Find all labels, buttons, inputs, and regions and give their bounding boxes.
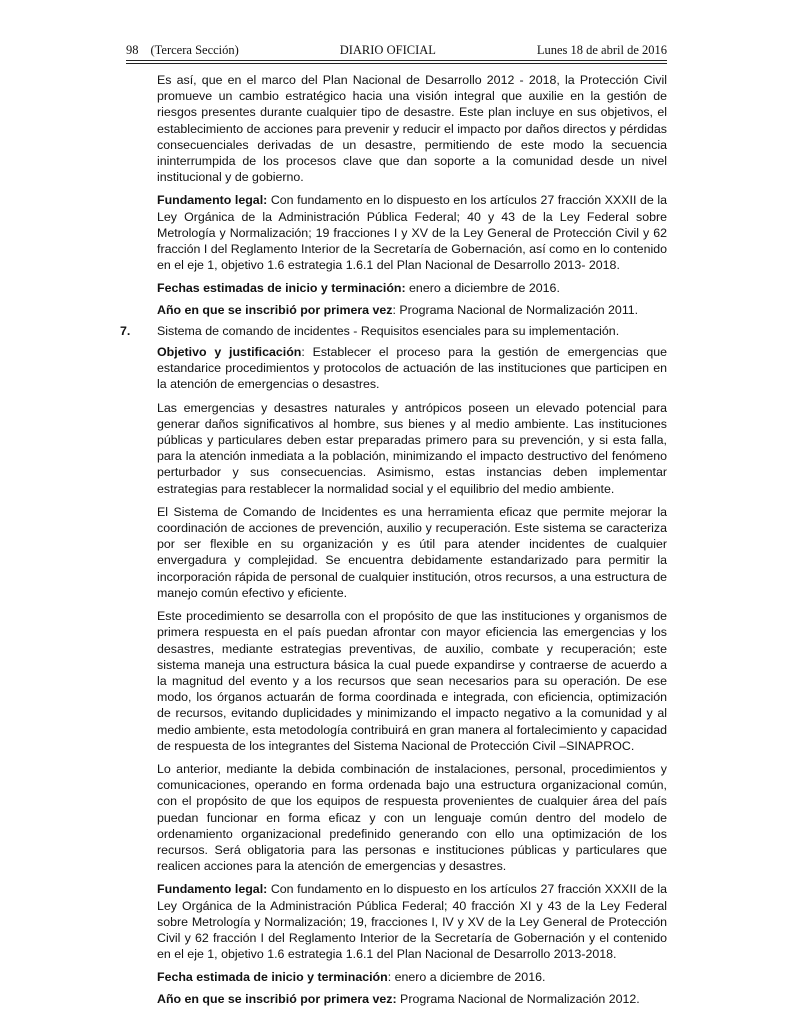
item-title: Sistema de comando de incidentes - Requisitos esenciales para su implementación.	[157, 323, 620, 338]
publication-date: Lunes 18 de abril de 2016	[536, 43, 667, 57]
intro-paragraph: Es así, que en el marco del Plan Nacional de Desarrollo 2012 - 2018, la Protección Civil promueve un cambio estratégico hacia una visión integral que auxilie en la gestión de riesgos presentes durante cualquier tipo de desastre. Este plan incluye en sus objetivos, el establecimiento de acciones para prevenir y reducir el impacto por daños directos y pérdidas consecuenciales derivadas de un desastre, permitiendo de este modo la secuencia ininterrumpida de los procesos clave que dan soporte a la comunidad desde un nivel institucional y de gobierno.	[157, 73, 667, 185]
header-rule-bottom	[126, 63, 667, 64]
first-year-text: : Programa Nacional de Normalización 2011.	[392, 302, 639, 317]
body-paragraph: Lo anterior, mediante la debida combinación de instalaciones, personal, procedimientos y comunicaciones, operando en forma ordenada bajo una estructura organizacional común, con el propósito de que los equipos de respuesta provenientes de cualquier área del país puedan funcionar en forma eficaz y con un lenguaje común dentro del modelo de ordenamiento organizacional predefinido generando con ello una optimización de los recursos. Será obligatoria para las personas e instituciones públicas y particulares que realicen acciones para la atención de emergencias y desastres.	[157, 761, 667, 874]
objective-paragraph	[157, 344, 667, 393]
publication-title: DIARIO OFICIAL	[339, 43, 436, 57]
page-header	[126, 43, 667, 58]
objective-text: : Establecer el proceso para la gestión de emergencias que estandarice procedimientos y protocolos de actuación de las instituciones que participen en la atención de emergencias o desastres.	[157, 345, 667, 392]
first-year-label: Año en que se inscribió por primera vez:	[157, 991, 397, 1006]
section-label: (Tercera Sección)	[150, 43, 239, 57]
legal-basis-text: Con fundamento en lo dispuesto en los artículos 27 fracción XXXII de la Ley Orgánica de la Administración Pública Federal; 40 y 43 de la Ley Federal sobre Metrología y Normalización; 19 fracciones I y XV de la Ley General de Protección Civil y 62 fracción I del Reglamento Interior de la Secretaría de Gobernación, así como en lo contenido en el eje 1, objetivo 1.6 estrategia 1.6.1 del Plan Nacional de Desarrollo 2013- 2018.	[157, 193, 667, 273]
legal-basis-label: Fundamento legal:	[157, 193, 268, 208]
legal-basis-paragraph	[157, 192, 667, 273]
body-paragraph: Las emergencias y desastres naturales y antrópicos poseen un elevado potencial para generar daños significativos al hombre, sus bienes y al medio ambiente. Las instituciones públicas y particulares deben estar preparadas primero para su prevención, y si esta falla, para la atención inmediata a la población, minimizando el impacto destructivo del fenómeno perturbador y sus consecuencias. Asimismo, estas instancias deben implementar estrategias para restablecer la normalidad social y el equilibrio del medio ambiente.	[157, 400, 667, 496]
legal-basis-paragraph	[157, 881, 667, 962]
document-body	[120, 72, 667, 1012]
dates-text: : enero a diciembre de 2016.	[387, 970, 546, 985]
first-year-paragraph	[157, 991, 667, 1007]
header-rule-top	[126, 60, 667, 61]
item-number: 7.	[120, 323, 131, 338]
first-year-text: Programa Nacional de Normalización 2012.	[396, 991, 640, 1006]
dates-label: Fechas estimadas de inicio y terminación:	[157, 281, 406, 296]
dates-text: enero a diciembre de 2016.	[405, 281, 560, 296]
first-year-paragraph	[157, 302, 667, 318]
dates-paragraph	[157, 280, 667, 296]
dates-paragraph	[157, 969, 667, 985]
body-paragraph: Este procedimiento se desarrolla con el propósito de que las instituciones y organismos de primera respuesta en el país puedan afrontar con mayor eficiencia las emergencias y los desastres, mediante estrategias preventivas, de auxilio, combate y recuperación; este sistema maneja una estructura básica la cual puede expandirse y contraerse de acuerdo a la magnitud del evento y a los recursos que sean necesarios para su operación. De ese modo, los órganos actuarán de forma coordinada e integrada, con eficiencia, optimización de recursos, evitando duplicidades y minimizando el impacto negativo a la comunidad y al medio ambiente, esta metodología contribuirá en gran manera al fortalecimiento y capacidad de respuesta de los integrantes del Sistema Nacional de Protección Civil –SINAPROC.	[157, 609, 667, 753]
body-paragraph: El Sistema de Comando de Incidentes es una herramienta eficaz que permite mejorar la coordinación de acciones de prevención, auxilio y recuperación. Este sistema se caracteriza por ser flexible en su organización y es útil para atender incidentes de cualquier envergadura y complejidad. Se encuentra debidamente estandarizado para permitir la incorporación rápida de personal de cualquier institución, otros recursos, a una estructura de manejo común efectivo y eficiente.	[157, 504, 667, 600]
item-7	[120, 323, 667, 339]
legal-basis-label: Fundamento legal:	[157, 882, 268, 897]
first-year-label: Año en que se inscribió por primera vez	[157, 302, 393, 317]
legal-basis-text: Con fundamento en lo dispuesto en los artículos 27 fracción XXXII de la Ley Orgánica de la Administración Pública Federal; 40 fracción XI y 43 de la Ley Federal sobre Metrología y Normalización; 19, fracciones I, IV y XV de la Ley General de Protección Civil y 62 fracción I del Reglamento Interior de la Secretaría de Gobernación y el contenido en el eje 1, objetivo 1.6 estrategia 1.6.1 del Plan Nacional de Desarrollo 2013-2018.	[157, 882, 667, 962]
header-left	[126, 43, 239, 58]
dates-label: Fecha estimada de inicio y terminación	[157, 970, 388, 985]
page-number: 98	[126, 43, 139, 57]
objective-label: Objetivo y justificación	[157, 345, 302, 360]
